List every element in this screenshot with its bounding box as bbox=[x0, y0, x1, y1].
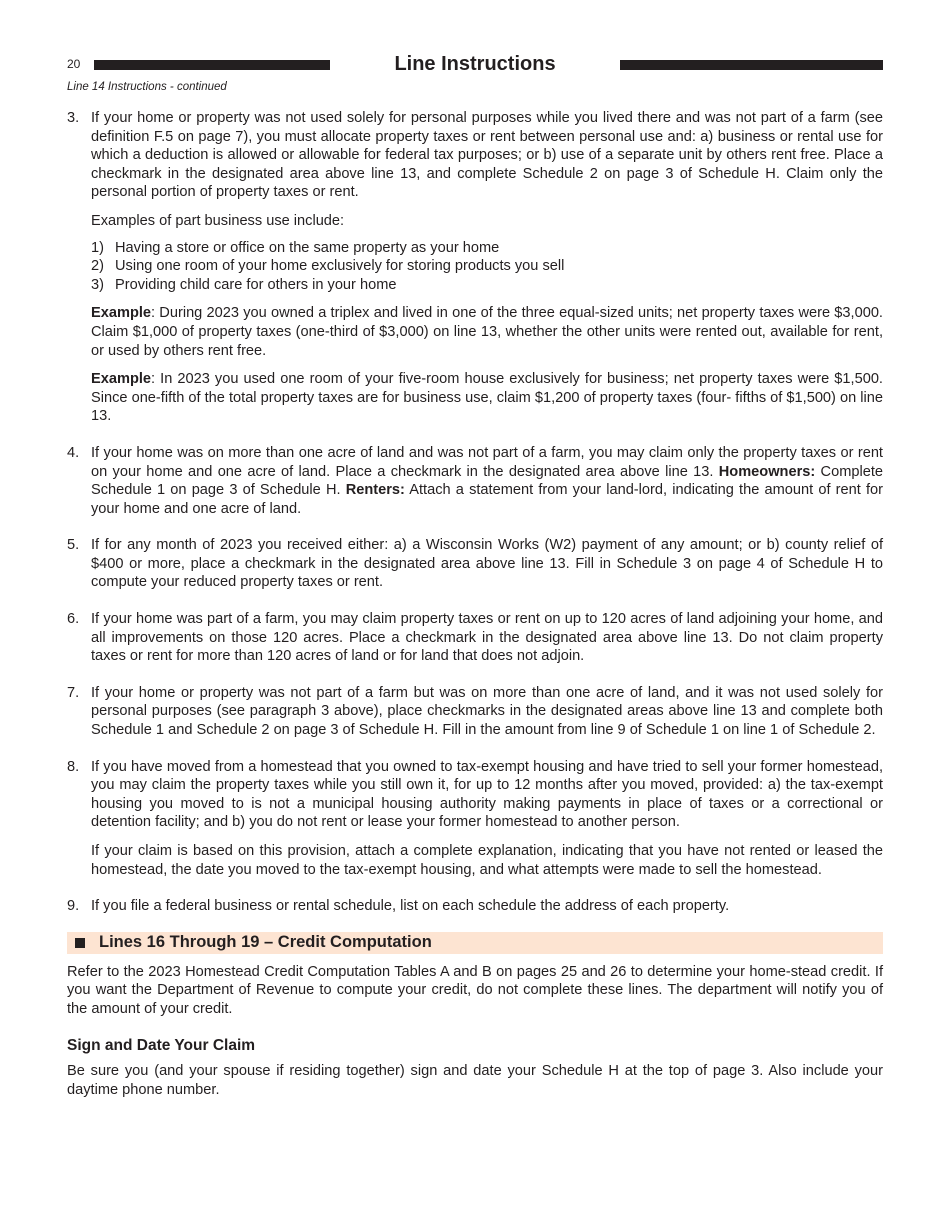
header-rule-right bbox=[620, 60, 883, 70]
list-item-5 bbox=[67, 536, 883, 592]
example-paragraph bbox=[91, 370, 883, 426]
sub-list-item bbox=[91, 239, 883, 258]
item-text: If your home was part of a farm, you may claim property taxes or rent on up to 120 acres of land adjoining your home, and all improvements on those 120 acres. Place a checkmark in the designated area above line 13. Do not claim property taxes or rent for more than 120 acres of land or for land that does not adjoin. bbox=[91, 611, 883, 665]
item-text-part: Attach a statement from your land-lord, indicating the amount of rent for your home and one acre of land. bbox=[91, 482, 884, 517]
item-body bbox=[91, 536, 883, 592]
section-paragraph: Refer to the 2023 Homestead Credit Computation Tables A and B on pages 25 and 26 to determine your home-stead credit. If you want the Department of Revenue to compute your credit, do not complete these lines. The department will notify you of the amount of your credit. bbox=[67, 963, 883, 1017]
sub-item-number: 2) bbox=[91, 258, 104, 275]
page-content bbox=[67, 109, 883, 1099]
section-subheader: Line 14 Instructions - continued bbox=[67, 81, 227, 93]
item-body bbox=[91, 758, 883, 880]
item-number: 4. bbox=[67, 444, 80, 461]
sub-item-text: Providing child care for others in your home bbox=[115, 276, 397, 293]
square-bullet-icon bbox=[75, 938, 85, 948]
item-text: If you file a federal business or rental schedule, list on each schedule the address of each property. bbox=[91, 898, 730, 915]
item-body bbox=[91, 444, 883, 518]
page-title: Line Instructions bbox=[394, 53, 556, 75]
homeowners-label: Homeowners: bbox=[718, 463, 816, 480]
item-body bbox=[91, 109, 883, 426]
list-item-7 bbox=[67, 684, 883, 740]
example-text: : During 2023 you owned a triplex and lived in one of the three equal-sized units; net property taxes were $3,000. Claim $1,000 of property taxes (one-third of $3,000) on line 13, whether the other units were rented out, available for rent, or used by others rent free. bbox=[91, 305, 883, 359]
page-header bbox=[67, 52, 883, 78]
example-text: : In 2023 you used one room of your five-room house exclusively for business; net property taxes were $1,500. Since one-fifth of the total property taxes are for business use, claim $1,200 of property taxes (four- fifths of $1,500) on line 13. bbox=[91, 371, 883, 425]
item-text: If for any month of 2023 you received either: a) a Wisconsin Works (W2) payment of any amount; or b) county relief of $400 or more, place a checkmark in the designated area above line 13. Fill in Schedule 3 on page 4 of Schedule H to compute your reduced property taxes or rent. bbox=[91, 537, 883, 591]
item-text-followup: If your claim is based on this provision, attach a complete explanation, indicating that you have not rented or leased the homestead, the date you moved to the tax-exempt housing, and what attempts were made to sell the homestead. bbox=[91, 843, 883, 878]
page-number: 20 bbox=[67, 57, 81, 71]
renters-label: Renters: bbox=[345, 482, 405, 499]
item-number: 3. bbox=[67, 110, 80, 126]
item-text: If you have moved from a homestead that you owned to tax-exempt housing and have tried to sell your former homestead, you may claim the property taxes while you still own it, for up to 12 months after you moved, provided: a) the tax-exempt housing you moved to is not a municipal housing authority making payments in place of taxes or a correctional or detention facility; and b) you do not rent or lease your former homestead to another person. bbox=[91, 758, 883, 831]
sub-item-text: Having a store or office on the same property as your home bbox=[115, 239, 500, 256]
examples-intro: Examples of part business use include: bbox=[91, 212, 345, 229]
item-text: If your home or property was not used solely for personal purposes while you lived there and was not part of a farm (see definition F.5 on page 7), you must allocate property taxes or rent between personal use and: a) business or rental use for which a deduction is allowed or allowable for federal tax purposes; or b) use of a separate unit by others rent free. Place a checkmark in the designated area above line 13, and complete Schedule 2 on page 3 of Schedule H. Claim only the personal portion of property taxes or rent. bbox=[91, 110, 883, 201]
item-number: 5. bbox=[67, 537, 80, 554]
item-text-part: If your home was on more than one acre of land and was not part of a farm, you may claim only the property taxes or rent on your home and one acre of land. Place a checkmark in the designated area above line 13. bbox=[91, 444, 883, 480]
item-body bbox=[91, 610, 883, 666]
item-body bbox=[91, 897, 883, 916]
section-title: Lines 16 Through 19 – Credit Computation bbox=[99, 933, 432, 952]
list-item-3 bbox=[67, 109, 883, 426]
list-item-8 bbox=[67, 758, 883, 880]
sub-list-item bbox=[91, 257, 883, 276]
header-rule-left bbox=[94, 60, 330, 70]
list-item-6 bbox=[67, 610, 883, 666]
sub-item-number: 3) bbox=[91, 276, 104, 293]
list-item-9 bbox=[67, 897, 883, 916]
item-body bbox=[91, 684, 883, 740]
sign-heading: Sign and Date Your Claim bbox=[67, 1036, 256, 1054]
item-text bbox=[91, 444, 883, 518]
example-label: Example bbox=[91, 305, 152, 322]
list-item-4 bbox=[67, 444, 883, 518]
sub-list-item bbox=[91, 276, 883, 295]
example-label: Example bbox=[91, 371, 152, 388]
item-number: 9. bbox=[67, 898, 80, 915]
sign-paragraph: Be sure you (and your spouse if residing together) sign and date your Schedule H at the top of page 3. Also include your daytime phone number. bbox=[67, 1063, 883, 1098]
sub-item-text: Using one room of your home exclusively for storing products you sell bbox=[115, 258, 565, 275]
section-heading-bar bbox=[67, 932, 883, 954]
item-number: 8. bbox=[67, 758, 80, 775]
item-text-part: Complete Schedule 1 on page 3 of Schedule H. bbox=[91, 463, 883, 499]
sub-list bbox=[91, 239, 883, 295]
item-text: If your home or property was not part of a farm but was on more than one acre of land, and it was not used solely for personal purposes (see paragraph 3 above), place checkmarks in the designated areas above line 13 and complete both Schedule 1 and Schedule 2 on page 3 of Schedule H. Fill in the amount from line 9 of Schedule 1 on line 1 of Schedule 2. bbox=[91, 684, 883, 739]
sub-item-number: 1) bbox=[91, 239, 104, 256]
item-number: 6. bbox=[67, 611, 80, 628]
example-paragraph bbox=[91, 304, 883, 360]
item-number: 7. bbox=[67, 684, 80, 701]
